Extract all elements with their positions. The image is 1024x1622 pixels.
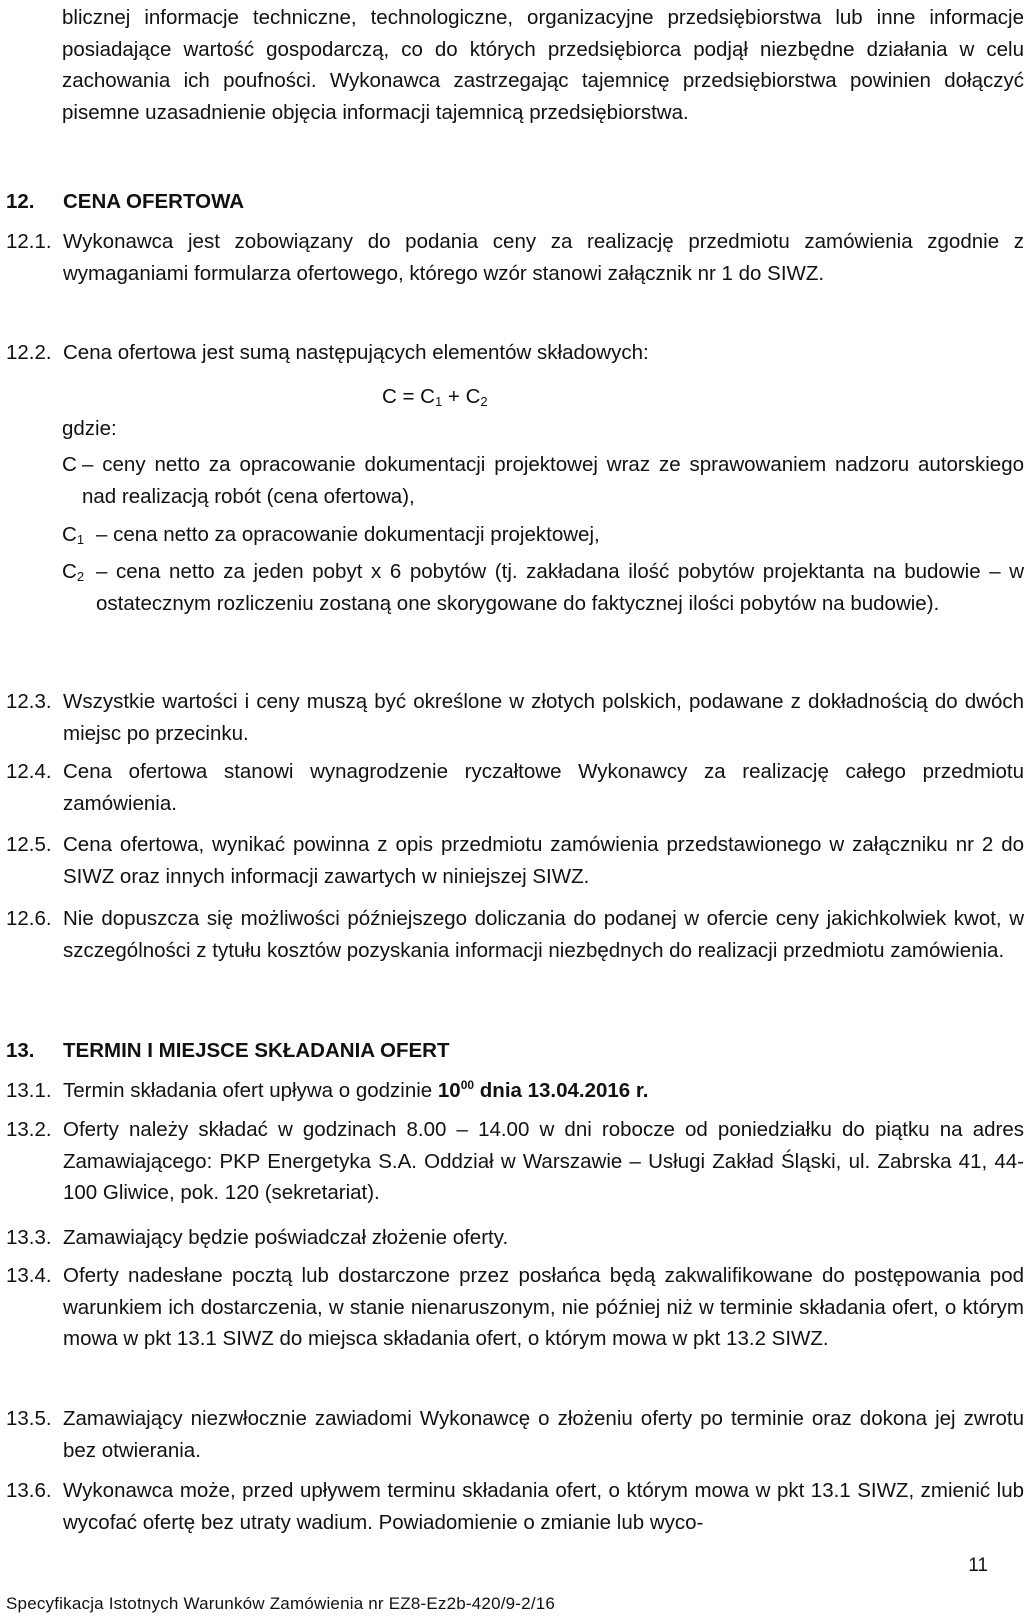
paragraph-text: Zamawiający niezwłocznie zawiadomi Wykonawcę o złożeniu oferty po terminie oraz dokona jej zwrotu bez otwierania. <box>63 1407 1024 1462</box>
section-12-title: CENA OFERTOWA <box>63 190 245 213</box>
paragraph-number: 12.3. <box>6 690 52 713</box>
paragraph-text: Cena ofertowa stanowi wynagrodzenie ryczałtowe Wykonawcy za realizację całego przedmiotu zamówienia. <box>63 760 1024 815</box>
paragraph-text: Zamawiający będzie poświadczał złożenie oferty. <box>63 1226 509 1249</box>
intro-paragraph: blicznej informacje techniczne, technologiczne, organizacyjne przedsiębiorstwa lub inne informacje posiadające wartość gospodarczą, co do których przedsiębiorca podjął niezbędne działania w celu zachowania ich poufności. Wykonawca zastrzegając tajemnicę przedsiębiorstwa powinien dołączyć pisemne uzasadnienie objęcia informacji tajemnicą przedsiębiorstwa. <box>62 6 1024 124</box>
paragraph-text: Oferty nadesłane pocztą lub dostarczone przez posłańca będą zakwalifikowane do postępowania pod warunkiem ich dostarczenia, w stanie nienaruszonym, nie później niż w terminie składania ofert, o którym mowa w pkt 13.1 SIWZ do miejsca składania ofert, o którym mowa w pkt 13.2 SIWZ. <box>63 1264 1024 1350</box>
paragraph-text: Cena ofertowa jest sumą następujących elementów składowych: <box>63 341 649 364</box>
definition-text: – ceny netto za opracowanie dokumentacji projektowej wraz ze sprawowaniem nadzoru autorskiego nad realizacją robót (cena ofertowa), <box>82 453 1024 508</box>
paragraph-number: 12.6. <box>6 907 52 930</box>
section-13-number: 13. <box>6 1039 35 1062</box>
paragraph-number: 12.2. <box>6 341 52 364</box>
definition-text: – cena netto za opracowanie dokumentacji projektowej, <box>96 523 600 546</box>
paragraph-text: Cena ofertowa, wynikać powinna z opis przedmiotu zamówienia przedstawionego w załączniku nr 2 do SIWZ oraz innych informacji zawartych w niniejszej SIWZ. <box>63 833 1024 888</box>
paragraph-number: 12.5. <box>6 833 52 856</box>
paragraph-text: Nie dopuszcza się możliwości późniejszego doliczania do podanej w ofercie ceny jakichkolwiek kwot, w szczególności z tytułu kosztów pozyskania informacji niezbędnych do realizacji przedmiotu zamówienia. <box>63 907 1024 962</box>
paragraph-text: Termin składania ofert upływa o godzinie $10^{00}$ dnia 13.04.2016 r. <box>63 1078 649 1102</box>
paragraph-number: 13.1. <box>6 1079 52 1102</box>
definition-text: – cena netto za jeden pobyt x 6 pobytów (tj. zakładana ilość pobytów projektanta na budowie – w ostatecznym rozliczeniu zostaną one skorygowane do faktycznej ilości pobytów na budowie). <box>96 560 1024 615</box>
definition-symbol: $C_2$ <box>62 560 85 584</box>
paragraph-text: Wykonawca może, przed upływem terminu składania ofert, o którym mowa w pkt 13.1 SIWZ, zmienić lub wycofać ofertę bez utraty wadium. Powiadomienie o zmianie lub wyco- <box>63 1479 1024 1534</box>
paragraph-number: 13.3. <box>6 1226 52 1249</box>
definition-symbol: $C_1$ <box>62 523 85 547</box>
paragraph-number: 12.4. <box>6 760 52 783</box>
page-number: 11 <box>968 1555 988 1576</box>
paragraph-number: 13.4. <box>6 1264 52 1287</box>
paragraph-number: 12.1. <box>6 230 52 253</box>
definition-symbol: C <box>62 453 77 476</box>
price-formula: $C = C_1 + C_2$ <box>382 385 488 409</box>
paragraph-number: 13.5. <box>6 1407 52 1430</box>
paragraph-text: Oferty należy składać w godzinach 8.00 – 14.00 w dni robocze od poniedziałku do piątku na adres Zamawiającego: PKP Energetyka S.A. Oddział w Warszawie – Usługi Zakład Śląski, ul. Zabrska 41, 44-100 Gliwice, pok. 120 (sekretariat). <box>63 1118 1024 1204</box>
section-13-heading <box>6 1035 449 1067</box>
paragraph-text: Wszystkie wartości i ceny muszą być określone w złotych polskich, podawane z dokładnością do dwóch miejsc po przecinku. <box>63 690 1024 745</box>
paragraph-number: 13.6. <box>6 1479 52 1502</box>
paragraph-number: 13.2. <box>6 1118 52 1141</box>
footer-text: Specyfikacja Istotnych Warunków Zamówienia nr EZ8-Ez2b-420/9-2/16 <box>6 1594 556 1613</box>
section-12-number: 12. <box>6 190 35 213</box>
paragraph-text: Wykonawca jest zobowiązany do podania ceny za realizację przedmiotu zamówienia zgodnie z wymaganiami formularza ofertowego, którego wzór stanowi załącznik nr 1 do SIWZ. <box>63 230 1024 285</box>
section-13-title: TERMIN I MIEJSCE SKŁADANIA OFERT <box>63 1039 450 1062</box>
section-12-heading <box>6 186 244 218</box>
gdzie-label: gdzie: <box>62 417 117 440</box>
